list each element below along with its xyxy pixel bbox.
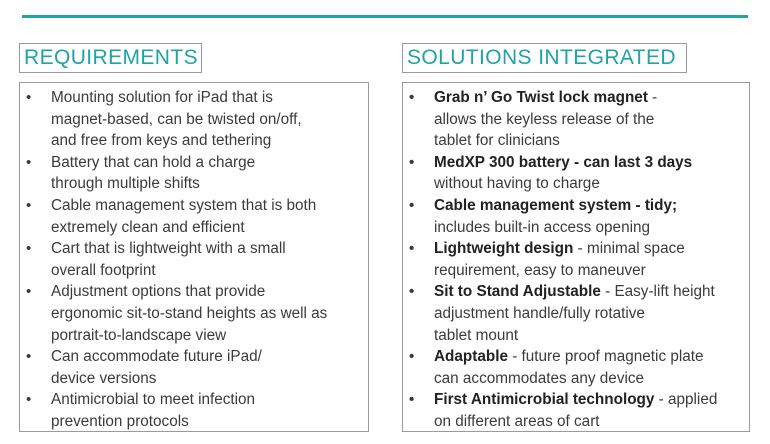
- bullet-icon: •: [26, 283, 32, 301]
- solution-first-line: [434, 346, 749, 368]
- requirement-line: Can accommodate future iPad/: [51, 348, 262, 366]
- bullet-icon: •: [26, 348, 32, 366]
- solutions-list: [403, 83, 749, 433]
- requirement-item: [20, 195, 368, 238]
- requirement-line: portrait-to-landscape view: [51, 326, 227, 344]
- solution-line: can accommodates any device: [434, 369, 645, 387]
- solution-item: [403, 152, 749, 195]
- solution-title: Grab n’ Go Twist lock magnet: [434, 89, 648, 106]
- solution-first-line: [434, 389, 749, 411]
- solution-line: without having to charge: [434, 175, 600, 193]
- bullet-icon: •: [409, 391, 415, 409]
- requirements-heading: REQUIREMENTS: [19, 43, 202, 73]
- requirement-line: Adjustment options that provide: [51, 283, 266, 301]
- bullet-icon: •: [26, 153, 32, 171]
- requirement-line: Battery that can hold a charge: [51, 153, 256, 171]
- top-divider: [22, 15, 748, 18]
- requirement-line: extremely clean and efficient: [51, 218, 245, 236]
- bullet-icon: •: [409, 153, 415, 171]
- bullet-icon: •: [409, 348, 415, 366]
- requirement-line: through multiple shifts: [51, 175, 200, 193]
- bullet-icon: •: [409, 89, 415, 106]
- solution-item: [403, 281, 749, 346]
- solution-title: Cable management system - tidy;: [434, 196, 678, 214]
- solution-title: MedXP 300 battery - can last 3 days: [434, 153, 693, 171]
- solution-detail: - Easy-lift height: [600, 283, 715, 301]
- requirement-item: [20, 152, 368, 195]
- solution-first-line: [434, 238, 749, 260]
- solution-item: [403, 346, 749, 389]
- requirement-item: [20, 238, 368, 281]
- requirement-item: [20, 389, 368, 432]
- solution-item: [403, 195, 749, 238]
- requirement-line: overall footprint: [51, 261, 156, 279]
- bullet-icon: •: [409, 196, 415, 214]
- requirements-list: [20, 83, 368, 433]
- bullet-icon: •: [409, 240, 415, 258]
- solution-detail: - applied: [654, 391, 718, 409]
- solution-detail: -: [647, 89, 658, 106]
- requirement-line: prevention protocols: [51, 412, 189, 430]
- bullet-icon: •: [409, 283, 415, 301]
- bullet-icon: •: [26, 240, 32, 258]
- requirement-line: Cable management system that is both: [51, 196, 317, 214]
- solution-first-line: [434, 195, 749, 217]
- solutions-heading: SOLUTIONS INTEGRATED: [402, 43, 687, 73]
- requirement-line: ergonomic sit-to-stand heights as well as: [51, 304, 328, 322]
- solution-line: includes built-in access opening: [434, 218, 650, 236]
- solution-line: on different areas of cart: [434, 412, 600, 430]
- requirement-item: [20, 87, 368, 152]
- bullet-icon: •: [26, 196, 32, 214]
- solution-title: Adaptable: [434, 348, 508, 366]
- requirement-line: Cart that is lightweight with a small: [51, 240, 286, 258]
- solution-detail: - future proof magnetic plate: [507, 348, 704, 366]
- requirement-line: magnet-based, can be twisted on/off,: [51, 110, 302, 128]
- solution-title: Sit to Stand Adjustable: [434, 283, 601, 301]
- solution-first-line: [434, 152, 749, 174]
- requirement-line: device versions: [51, 369, 157, 387]
- solution-line: adjustment handle/fully rotative: [434, 304, 645, 322]
- requirement-line: Antimicrobial to meet infection: [51, 391, 256, 409]
- solution-detail: - minimal space: [573, 240, 685, 258]
- solution-item: [403, 238, 749, 281]
- requirement-line: and free from keys and tethering: [51, 132, 272, 150]
- requirement-item: [20, 346, 368, 389]
- requirement-item: [20, 281, 368, 346]
- solution-item: [403, 87, 749, 152]
- solution-item: [403, 389, 749, 432]
- solution-line: allows the keyless release of the: [434, 110, 655, 128]
- bullet-icon: •: [26, 89, 32, 106]
- solution-line: tablet mount: [434, 326, 519, 344]
- solutions-panel: [402, 82, 750, 432]
- solution-first-line: [434, 87, 749, 109]
- solution-title: First Antimicrobial technology: [434, 391, 655, 409]
- bullet-icon: •: [26, 391, 32, 409]
- solution-line: tablet for clinicians: [434, 132, 560, 150]
- solution-first-line: [434, 281, 749, 303]
- solution-title: Lightweight design: [434, 240, 574, 258]
- requirements-panel: [19, 82, 369, 432]
- requirement-line: Mounting solution for iPad that is: [51, 89, 273, 106]
- solution-line: requirement, easy to maneuver: [434, 261, 646, 279]
